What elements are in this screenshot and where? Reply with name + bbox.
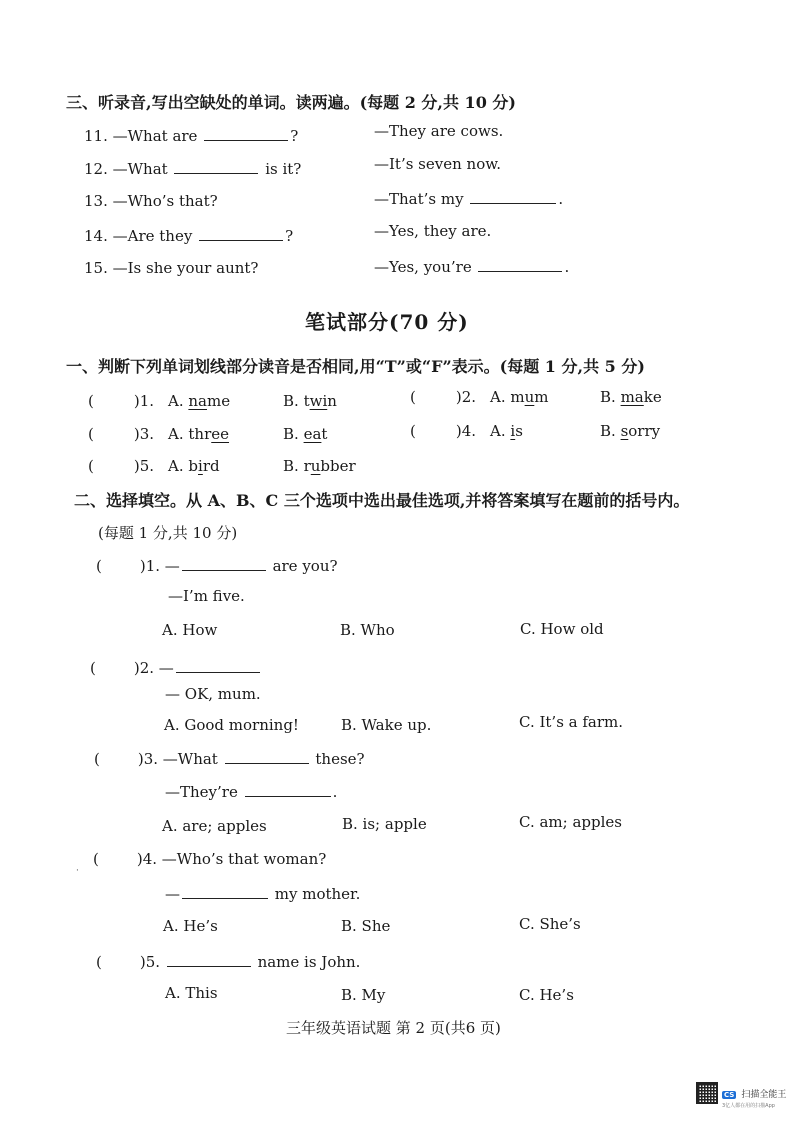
section2-heading: 二、选择填空。从 A、B、C 三个选项中选出最佳选项,并将答案填写在题前的括号内。	[74, 491, 690, 510]
s1-q2-option-b: B. make	[600, 388, 662, 406]
s1-q3-option-a: A. three	[168, 425, 230, 443]
answer-blank[interactable]	[204, 126, 288, 141]
camscanner-logo-icon: CS	[724, 1091, 735, 1099]
s2-q1-stem: ( )1. — are you?	[96, 557, 338, 575]
s2-q5-stem: ( )5. name is John.	[96, 953, 361, 971]
page-footer: 三年级英语试题 第 2 页(共6 页)	[286, 1019, 501, 1037]
s1-q3-option-b: B. eat	[283, 425, 328, 443]
s1-q5-paren[interactable]: ( )5.	[88, 457, 155, 475]
s2-q3-response: —They’re .	[165, 783, 338, 801]
s2-q4-option-a: A. He’s	[163, 917, 218, 935]
s2-q3-option-a: A. are; apples	[162, 817, 267, 835]
answer-blank[interactable]	[199, 226, 283, 241]
s2-q2-stem: ( )2. —	[90, 658, 262, 677]
s2-q4-option-b: B. She	[341, 917, 391, 935]
answer-blank[interactable]	[176, 658, 260, 673]
q14-left: 14. —Are they ?	[84, 227, 294, 245]
s1-q4-paren[interactable]: ( )4.	[410, 422, 477, 440]
q13-left: 13. —Who’s that?	[84, 192, 218, 210]
s2-q1-option-b: B. Who	[340, 621, 395, 639]
s2-q3-option-c: C. am; apples	[519, 813, 622, 831]
s1-q1-option-a: A. name	[168, 392, 231, 410]
s2-q2-response: — OK, mum.	[165, 685, 261, 703]
s2-q5-option-c: C. He’s	[519, 986, 574, 1004]
s1-q2-option-a: A. mum	[490, 388, 549, 406]
s1-q1-option-b: B. twin	[283, 392, 337, 410]
answer-blank[interactable]	[225, 749, 309, 764]
s1-q5-option-b: B. rubber	[283, 457, 356, 475]
q11-left: 11. —What are ?	[84, 127, 299, 145]
s2-q5-option-b: B. My	[341, 986, 386, 1004]
answer-blank[interactable]	[167, 952, 251, 967]
q14-right: —Yes, they are.	[374, 222, 492, 240]
q15-right: —Yes, you’re .	[374, 258, 570, 276]
s2-q1-response: —I’m five.	[168, 587, 245, 605]
answer-blank[interactable]	[478, 257, 562, 272]
s1-q4-option-b: B. sorry	[600, 422, 661, 440]
s1-q2-paren[interactable]: ( )2.	[410, 388, 477, 406]
s2-q2-option-b: B. Wake up.	[341, 716, 432, 734]
s1-q3-paren[interactable]: ( )3.	[88, 425, 155, 443]
q15-left: 15. —Is she your aunt?	[84, 259, 259, 277]
s2-q2-option-a: A. Good morning!	[164, 716, 299, 734]
q12-right: —It’s seven now.	[374, 155, 502, 173]
scan-speck: ·	[76, 866, 79, 876]
s1-q1-paren[interactable]: ( )1.	[88, 392, 155, 410]
answer-blank[interactable]	[182, 556, 266, 571]
q12-left: 12. —What is it?	[84, 160, 302, 178]
s2-q5-option-a: A. This	[165, 984, 218, 1002]
s2-q3-stem: ( )3. —What these?	[94, 750, 365, 768]
s2-q4-option-c: C. She’s	[519, 915, 581, 933]
answer-blank[interactable]	[470, 189, 556, 204]
answer-blank[interactable]	[174, 159, 258, 174]
s2-q3-option-b: B. is; apple	[342, 815, 427, 833]
answer-blank[interactable]	[182, 884, 268, 899]
s2-q4-stem: ( )4. —Who’s that woman?	[93, 850, 327, 868]
q11-right: —They are cows.	[374, 122, 504, 140]
s2-q4-response: — my mother.	[165, 885, 361, 903]
q13-right: —That’s my .	[374, 190, 564, 208]
s1-q4-option-a: A. is	[490, 422, 523, 440]
section2-subheading: (每题 1 分,共 10 分)	[98, 524, 238, 542]
qr-code-icon	[696, 1082, 718, 1104]
answer-blank[interactable]	[245, 782, 331, 797]
s1-q5-option-a: A. bird	[168, 457, 220, 475]
s2-q2-option-c: C. It’s a farm.	[519, 713, 624, 731]
s2-q1-option-a: A. How	[162, 621, 218, 639]
section1-heading: 一、判断下列单词划线部分读音是否相同,用“T”或“F”表示。(每题 1 分,共 5 分)	[66, 357, 645, 376]
written-part-title: 笔试部分(70 分)	[305, 310, 469, 334]
scanner-watermark: CS 扫描全能王 3亿人都在用的扫描App	[722, 1090, 787, 1109]
part3-heading: 三、听录音,写出空缺处的单词。读两遍。(每题 2 分,共 10 分)	[66, 93, 516, 112]
s2-q1-option-c: C. How old	[520, 620, 604, 638]
